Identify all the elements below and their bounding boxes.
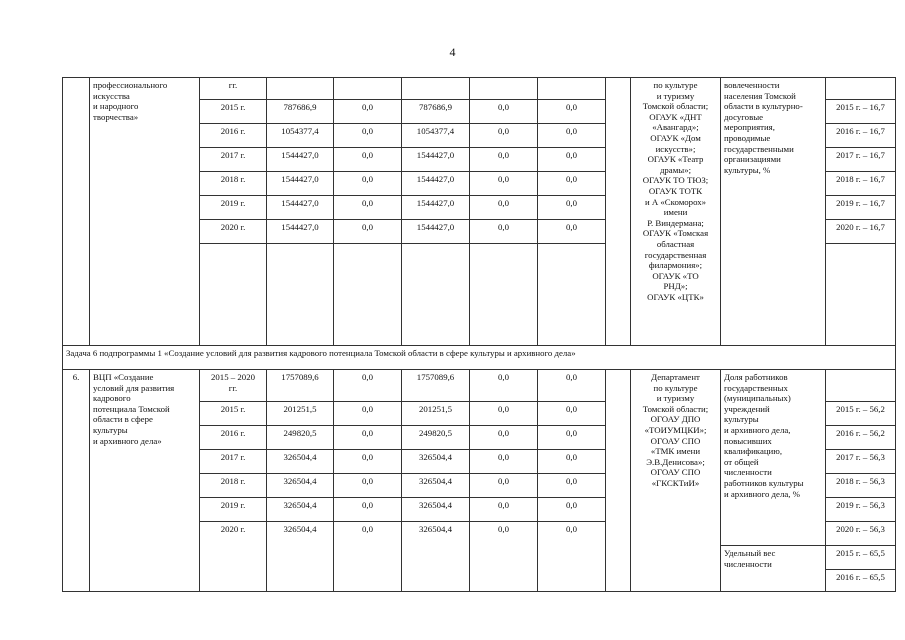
total-cell: 326504,4	[267, 498, 334, 522]
regional-cell: 326504,4	[402, 498, 470, 522]
federal-cell: 0,0	[334, 172, 402, 196]
task-heading-row	[63, 346, 896, 370]
local-cell: 0,0	[470, 474, 538, 498]
federal-cell: 0,0	[334, 124, 402, 148]
regional-cell: 1544427,0	[402, 172, 470, 196]
federal-cell: 0,0	[334, 220, 402, 244]
regional-cell: 1544427,0	[402, 148, 470, 172]
local-cell: 0,0	[470, 402, 538, 426]
regional-cell	[402, 78, 470, 100]
executor-cell: Департамент по культуре и туризму Томской области; ОГОАУ ДПО «ТОИУМЦКИ»; ОГОАУ СПО «ТМК имени Э.В.Денисова»; ОГОАУ СПО «ГКСКТиИ»	[631, 370, 721, 592]
extrabudget-cell: 0,0	[538, 370, 606, 402]
federal-cell: 0,0	[334, 474, 402, 498]
total-cell: 326504,4	[267, 450, 334, 474]
page-number: 4	[449, 45, 456, 59]
federal-cell: 0,0	[334, 426, 402, 450]
year-cell: 2017 г.	[200, 148, 267, 172]
indicator-cell: Доля работников государственных (муниципальных) учреждений культуры и архивного дела, повысивших квалификацию, от общей численности работников культуры и архивного дела, %	[721, 370, 826, 546]
total-cell	[267, 78, 334, 100]
indicator-value: 2016 г. – 16,7	[826, 124, 896, 148]
year-cell: 2018 г.	[200, 172, 267, 196]
local-cell: 0,0	[470, 220, 538, 244]
indicator-value: 2020 г. – 56,3	[826, 522, 896, 546]
extrabudget-cell: 0,0	[538, 474, 606, 498]
extrabudget-cell: 0,0	[538, 220, 606, 244]
indicator-value: 2015 г. – 16,7	[826, 100, 896, 124]
year-cell: 2015 г.	[200, 100, 267, 124]
year-cell: 2019 г.	[200, 498, 267, 522]
federal-cell: 0,0	[334, 498, 402, 522]
total-cell: 787686,9	[267, 100, 334, 124]
row-number: 6.	[63, 370, 90, 592]
indicator-value: 2020 г. – 16,7	[826, 220, 896, 244]
regional-cell: 1544427,0	[402, 220, 470, 244]
empty-cell	[606, 78, 631, 346]
year-cell: 2015 – 2020 гг.	[200, 370, 267, 402]
indicator-value: 2018 г. – 16,7	[826, 172, 896, 196]
federal-cell: 0,0	[334, 148, 402, 172]
extrabudget-cell: 0,0	[538, 148, 606, 172]
extrabudget-cell	[538, 78, 606, 100]
indicator-value: 2017 г. – 16,7	[826, 148, 896, 172]
executor-cell: по культуре и туризму Томской области; ОГАУК «ДНТ «Авангард»; ОГАУК «Дом искусств»; ОГАУК «Театр драмы»; ОГАУК ТО ТЮЗ; ОГАУК ТОТК и А «Скоморох» имени Р. Виндермана; ОГАУК «Томская областная государственная филармония»; ОГАУК «ТО РНД»; ОГАУК «ЦТК»	[631, 78, 721, 346]
extrabudget-cell: 0,0	[538, 450, 606, 474]
indicator-value: 2019 г. – 16,7	[826, 196, 896, 220]
indicator-value	[826, 78, 896, 100]
empty-cell	[606, 370, 631, 592]
total-cell: 1757089,6	[267, 370, 334, 402]
regional-cell: 249820,5	[402, 426, 470, 450]
task-heading: Задача 6 подпрограммы 1 «Создание условий для развития кадрового потенциала Томской области в сфере культуры и архивного дела»	[63, 346, 896, 370]
local-cell: 0,0	[470, 196, 538, 220]
indicator-value: 2016 г. – 65,5	[826, 570, 896, 592]
total-cell: 249820,5	[267, 426, 334, 450]
year-cell: 2017 г.	[200, 450, 267, 474]
regional-cell: 326504,4	[402, 522, 470, 592]
year-cell: 2015 г.	[200, 402, 267, 426]
year-cell: 2018 г.	[200, 474, 267, 498]
total-cell: 1544427,0	[267, 172, 334, 196]
measure-name: ВЦП «Создание условий для развития кадрового потенциала Томской области в сфере культуры и архивного дела»	[90, 370, 200, 592]
indicator-value: 2019 г. – 56,3	[826, 498, 896, 522]
year-cell: гг.	[200, 78, 267, 100]
extrabudget-cell: 0,0	[538, 522, 606, 592]
table-row	[63, 370, 896, 402]
total-cell: 326504,4	[267, 474, 334, 498]
regional-cell: 787686,9	[402, 100, 470, 124]
local-cell: 0,0	[470, 100, 538, 124]
year-cell: 2016 г.	[200, 124, 267, 148]
regional-cell: 1054377,4	[402, 124, 470, 148]
local-cell: 0,0	[470, 522, 538, 592]
row-number-cell	[63, 78, 90, 346]
federal-cell: 0,0	[334, 522, 402, 592]
regional-cell: 201251,5	[402, 402, 470, 426]
indicator-value: 2018 г. – 56,3	[826, 474, 896, 498]
indicator-value: 2015 г. – 65,5	[826, 546, 896, 570]
extrabudget-cell: 0,0	[538, 124, 606, 148]
extrabudget-cell: 0,0	[538, 196, 606, 220]
indicator-value: 2017 г. – 56,3	[826, 450, 896, 474]
federal-cell: 0,0	[334, 402, 402, 426]
year-cell: 2016 г.	[200, 426, 267, 450]
year-cell: 2020 г.	[200, 522, 267, 592]
indicator-cell: Удельный вес численности	[721, 546, 826, 592]
measure-name: профессионального искусства и народного творчества»	[90, 78, 200, 346]
table-row	[63, 78, 896, 100]
extrabudget-cell: 0,0	[538, 426, 606, 450]
local-cell: 0,0	[470, 370, 538, 402]
extrabudget-cell: 0,0	[538, 172, 606, 196]
federal-cell: 0,0	[334, 196, 402, 220]
local-cell: 0,0	[470, 124, 538, 148]
indicator-cell: вовлеченности населения Томской области в культурно- досуговые мероприятия, проводимые государственными организациями культуры, %	[721, 78, 826, 346]
federal-cell: 0,0	[334, 100, 402, 124]
indicator-value: 2016 г. – 56,2	[826, 426, 896, 450]
local-cell	[470, 78, 538, 100]
local-cell: 0,0	[470, 450, 538, 474]
indicator-value	[826, 370, 896, 402]
local-cell: 0,0	[470, 498, 538, 522]
total-cell: 1544427,0	[267, 148, 334, 172]
federal-cell: 0,0	[334, 450, 402, 474]
total-cell: 201251,5	[267, 402, 334, 426]
regional-cell: 326504,4	[402, 474, 470, 498]
local-cell: 0,0	[470, 148, 538, 172]
regional-cell: 1544427,0	[402, 196, 470, 220]
local-cell: 0,0	[470, 426, 538, 450]
total-cell: 1544427,0	[267, 220, 334, 244]
total-cell: 326504,4	[267, 522, 334, 592]
extrabudget-cell: 0,0	[538, 402, 606, 426]
year-cell: 2020 г.	[200, 220, 267, 244]
regional-cell: 1757089,6	[402, 370, 470, 402]
federal-cell	[334, 78, 402, 100]
extrabudget-cell: 0,0	[538, 498, 606, 522]
indicator-value: 2015 г. – 56,2	[826, 402, 896, 426]
local-cell: 0,0	[470, 172, 538, 196]
year-cell: 2019 г.	[200, 196, 267, 220]
total-cell: 1544427,0	[267, 196, 334, 220]
regional-cell: 326504,4	[402, 450, 470, 474]
program-table	[62, 77, 896, 592]
federal-cell: 0,0	[334, 370, 402, 402]
extrabudget-cell: 0,0	[538, 100, 606, 124]
total-cell: 1054377,4	[267, 124, 334, 148]
